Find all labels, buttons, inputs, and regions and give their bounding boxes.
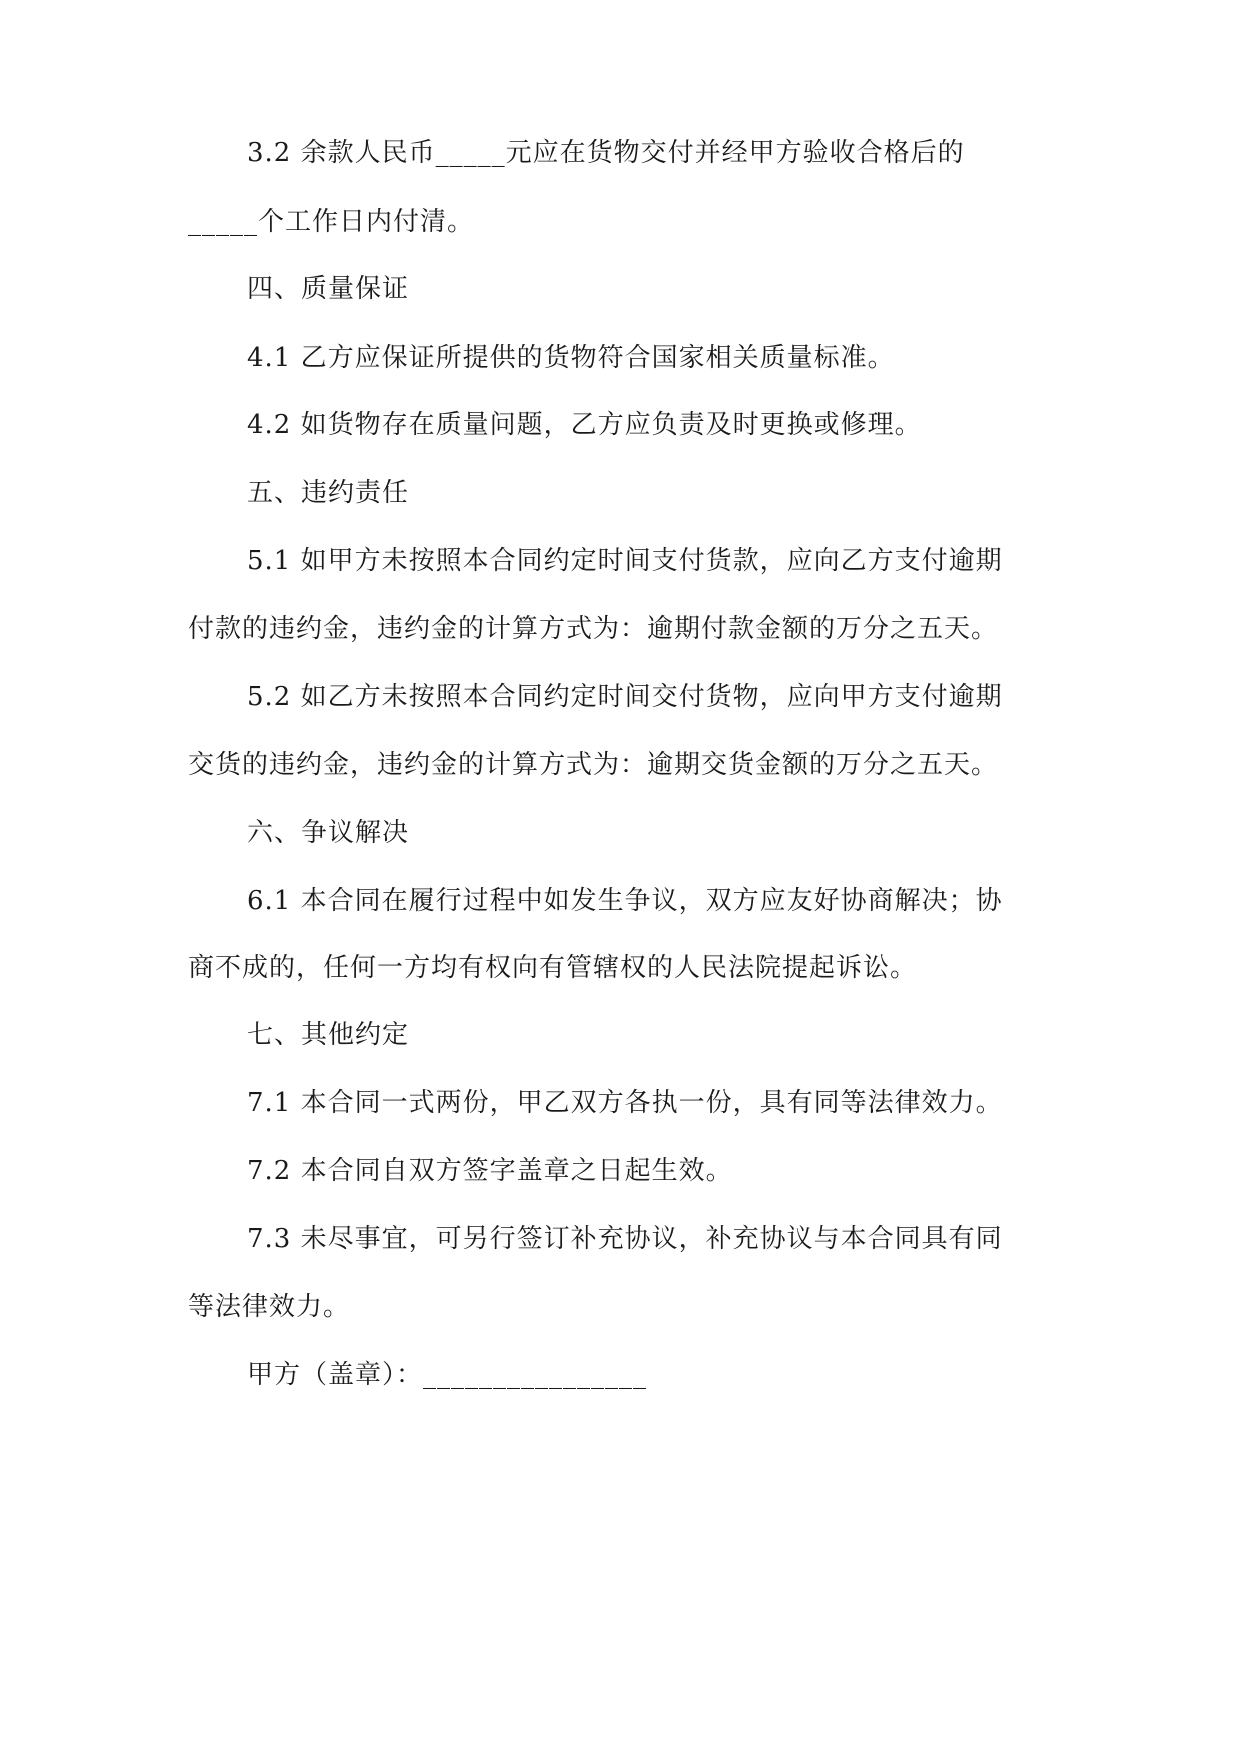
clause-4-1: 4.1 乙方应保证所提供的货物符合国家相关质量标准。 (247, 343, 895, 373)
party-a-signature-line: 甲方（盖章）：________________ (247, 1360, 648, 1390)
clause-5-1-line-1: 5.1 如甲方未按照本合同约定时间支付货款，应向乙方支付逾期 (247, 546, 1003, 576)
clause-6-1-line-1: 6.1 本合同在履行过程中如发生争议，双方应友好协商解决；协 (247, 886, 1003, 916)
clause-3-2-line-2: _____个工作日内付清。 (188, 207, 475, 237)
clause-5-1-line-2: 付款的违约金，违约金的计算方式为：逾期付款金额的万分之五天。 (188, 614, 999, 644)
clause-5-2-line-2: 交货的违约金，违约金的计算方式为：逾期交货金额的万分之五天。 (188, 750, 999, 780)
section-heading-dispute: 六、争议解决 (247, 818, 410, 848)
section-heading-quality: 四、质量保证 (247, 274, 410, 304)
clause-4-2: 4.2 如货物存在质量问题，乙方应负责及时更换或修理。 (247, 410, 922, 440)
clause-7-1: 7.1 本合同一式两份，甲乙双方各执一份，具有同等法律效力。 (247, 1088, 1003, 1118)
clause-7-2: 7.2 本合同自双方签字盖章之日起生效。 (247, 1156, 733, 1186)
clause-7-3-line-2: 等法律效力。 (188, 1292, 351, 1322)
section-heading-liability: 五、违约责任 (247, 478, 410, 508)
clause-7-3-line-1: 7.3 未尽事宜，可另行签订补充协议，补充协议与本合同具有同 (247, 1224, 1003, 1254)
clause-5-2-line-1: 5.2 如乙方未按照本合同约定时间交付货物，应向甲方支付逾期 (247, 682, 1003, 712)
clause-3-2-line-1: 3.2 余款人民币_____元应在货物交付并经甲方验收合格后的 (247, 138, 965, 168)
clause-6-1-line-2: 商不成的，任何一方均有权向有管辖权的人民法院提起诉讼。 (188, 953, 918, 983)
section-heading-other: 七、其他约定 (247, 1020, 410, 1050)
